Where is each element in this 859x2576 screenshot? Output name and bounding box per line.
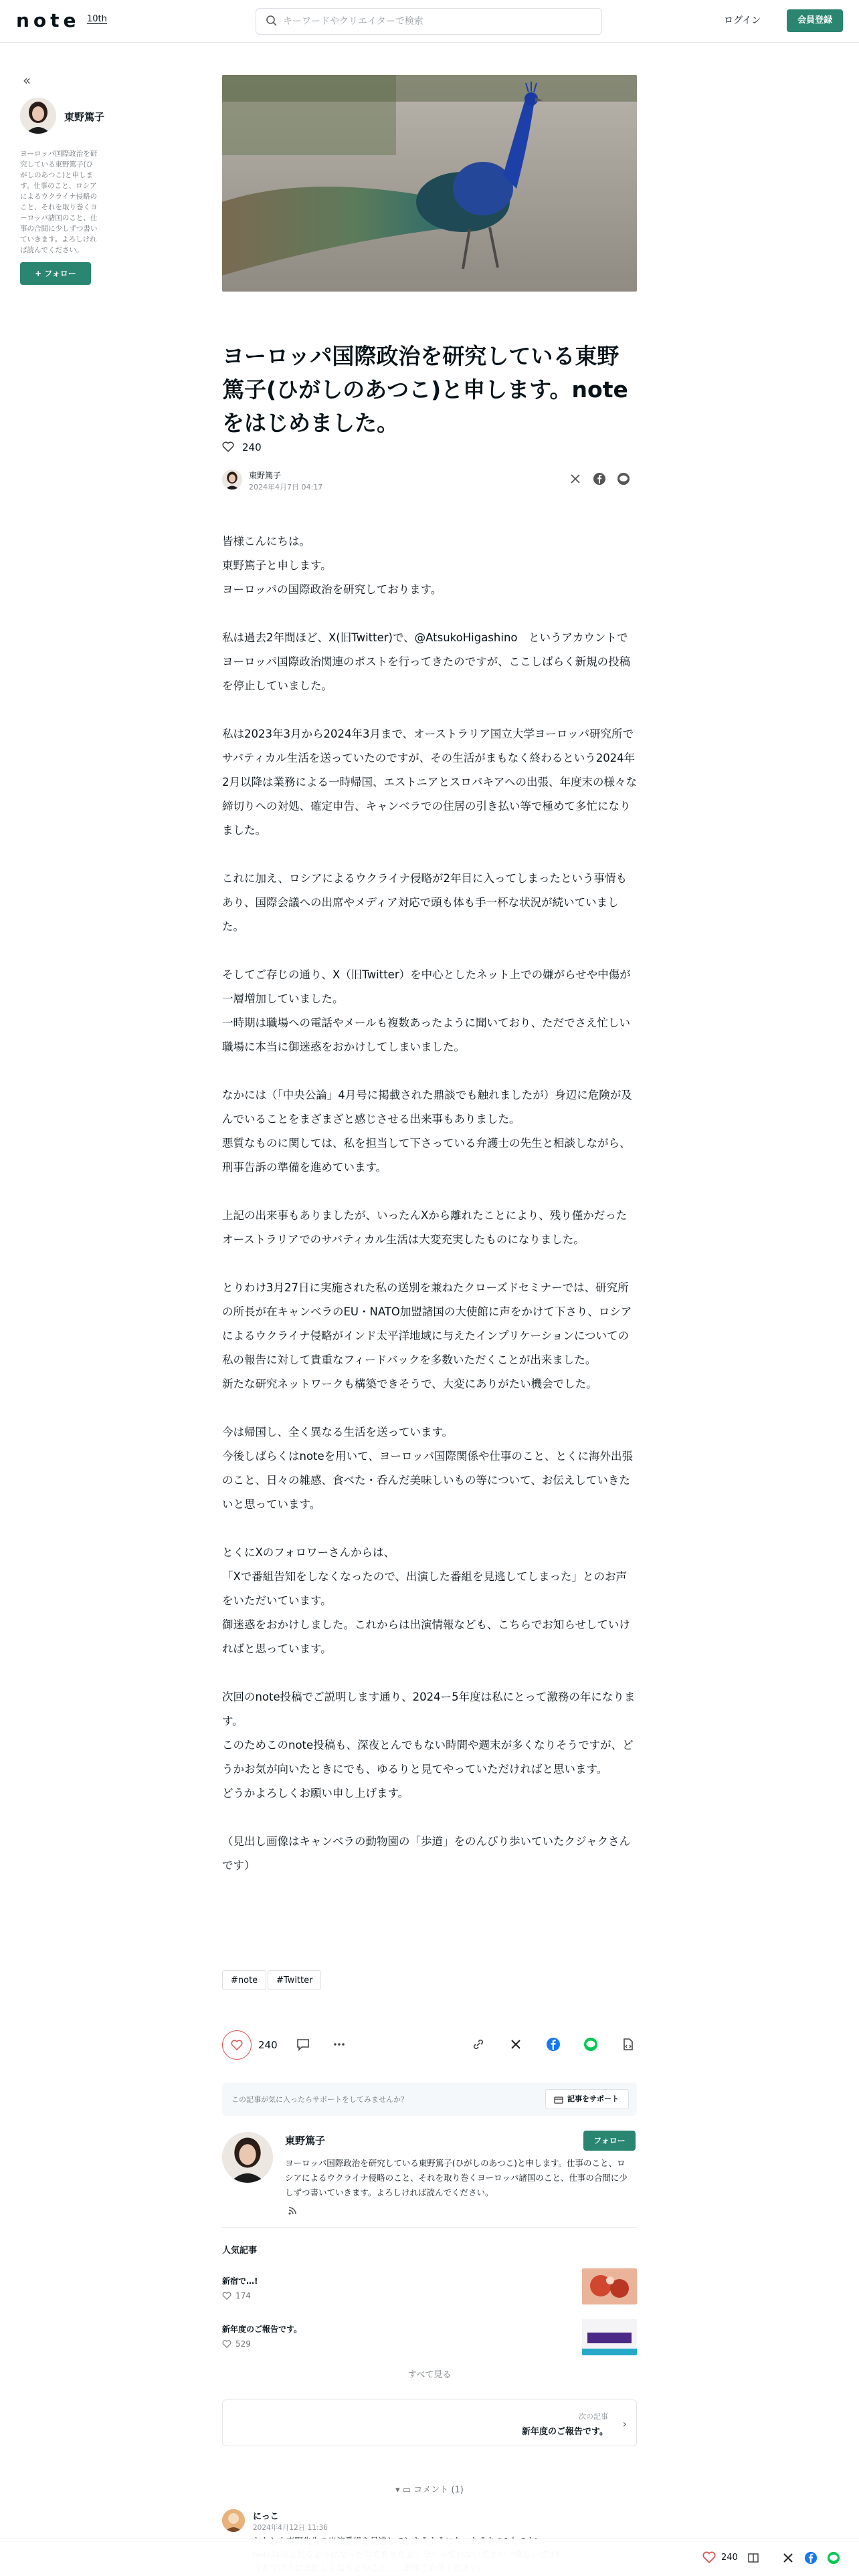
rss-icon[interactable]: [288, 2206, 297, 2218]
chevron-down-icon: ▾: [395, 2485, 400, 2495]
search-box[interactable]: [256, 8, 602, 35]
comment-date: 2024年4月12日 11:36: [253, 2524, 328, 2532]
like-count-value: 240: [242, 441, 262, 453]
article-paragraph: 私は過去2年間ほど、X(旧Twitter)で、@AtsukoHigashino というアカウントでヨーロッパ国際政治関連のポストを行ってきたのですが、ここしばらく新規の投稿を停止していました。: [222, 631, 631, 692]
avatar[interactable]: [20, 98, 56, 134]
hashtag-note[interactable]: #note: [222, 1970, 266, 1990]
next-article-link[interactable]: [222, 2399, 637, 2446]
article-title: ヨーロッパ国際政治を研究している東野篤子(ひがしのあつこ)と申します。noteをはじめました。: [222, 343, 628, 436]
divider: [222, 2227, 637, 2228]
sidebar-author-name[interactable]: 東野篤子: [64, 111, 105, 123]
article-date: 2024年4月7日 04:17: [249, 483, 323, 492]
author-card-name[interactable]: 東野篤子: [285, 2135, 326, 2147]
support-icon: [554, 2095, 563, 2105]
next-article-label: 次の記事: [579, 2412, 608, 2421]
line-share-icon[interactable]: [827, 2551, 840, 2565]
heart-icon: [231, 2040, 243, 2050]
popular-articles-heading: 人気記事: [222, 2246, 258, 2256]
hashtag-twitter[interactable]: #Twitter: [268, 1970, 321, 1990]
article-action-bar: [222, 2030, 637, 2064]
comments-toggle-label: コメント (1): [413, 2485, 464, 2495]
like-count-value: 240: [258, 2039, 278, 2051]
like-button[interactable]: [222, 2030, 252, 2060]
line-share-icon[interactable]: [583, 2037, 599, 2053]
comments-toggle[interactable]: [222, 2482, 637, 2495]
article-paragraph: （見出し画像はキャンベラの動物園の「歩道」をのんびり歩いていたクジャクさんです）: [222, 1835, 631, 1872]
x-share-icon[interactable]: [781, 2551, 795, 2565]
heart-icon[interactable]: [702, 2551, 716, 2565]
collapse-sidebar-icon[interactable]: «: [23, 72, 31, 88]
heart-icon: [222, 2292, 231, 2300]
author-card-follow-button[interactable]: フォロー: [583, 2131, 636, 2151]
x-share-icon[interactable]: [508, 2037, 524, 2053]
copy-link-icon[interactable]: [471, 2037, 487, 2053]
comment-icon: ▭: [402, 2485, 411, 2495]
next-article-title: 新年度のご報告です。: [522, 2427, 608, 2437]
article-paragraph: 私は2023年3月から2024年3月まで、オーストラリア国立大学ヨーロッパ研究所でサバティカル生活を送っていたのですが、その生活がまもなく終わるという2024年2月以降は業務による一時帰国、エストニアとスロバキアへの出張、年度末の様々な締切りへの対処、確定申告、キャンベラでの住居の引き払い等で極めて多忙になりました。: [222, 728, 638, 837]
facebook-share-icon[interactable]: [593, 472, 609, 488]
embed-icon[interactable]: [621, 2037, 637, 2053]
like-count[interactable]: [222, 441, 262, 455]
article-paragraph: とりわけ3月27日に実施された私の送別を兼ねたクローズドセミナーでは、研究所の所長が在キャンベラのEU・NATO加盟諸国の大使館に声をかけて下さり、ロシアによるウクライナ侵略がインド太平洋地域に与えたインプリケーションについての私の報告に対して貴重なフィードバックを多数いただくことが出来ました。 新たな研究ネットワークも構築できそうで、大変にありがたい機会でした。: [222, 1281, 632, 1390]
support-prompt: この記事が気に入ったらサポートをしてみませんか？: [231, 2095, 408, 2104]
popular-article-title[interactable]: 新年度のご報告です。: [222, 2325, 302, 2334]
more-options-icon[interactable]: [332, 2037, 348, 2053]
support-button-label: 記事をサポート: [567, 2095, 619, 2103]
article-paragraph: 上記の出来事もありましたが、いったんXから離れたことにより、残り僅かだったオーストラリアでのサバティカル生活は大変充実したものになりました。: [222, 1209, 628, 1246]
line-share-icon[interactable]: [617, 472, 633, 488]
anniversary-badge: 10th: [87, 14, 107, 24]
comment-icon[interactable]: [296, 2037, 312, 2053]
avatar[interactable]: [222, 469, 242, 490]
note-logo[interactable]: note: [16, 9, 80, 31]
popular-article-thumbnail[interactable]: [582, 2268, 637, 2304]
facebook-share-icon[interactable]: [804, 2551, 818, 2565]
x-share-icon[interactable]: [569, 472, 585, 488]
article-body: [222, 530, 637, 1902]
sidebar-author-bio: ヨーロッパ国際政治を研究している東野篤子(ひがしのあつこ)と申します。仕事のこと、ロシアによるウクライナ侵略のこと、それを取り巻くヨーロッパ諸国のこと、仕事の合間に少しずつ書いていきます。よろしければ読んでください。: [20, 150, 98, 254]
see-all-link[interactable]: すべて見る: [407, 2370, 452, 2380]
article-paragraph: 次回のnote投稿でご説明します通り、2024ー5年度は私にとって激務の年になります。 このためこのnote投稿も、深夜とんでもない時間や週末が多くなりそうですが、どうかお気が向いたときにでも、ゆるりと見てやっていただければと思います。 どうかよろしくお願い申し上げます。: [222, 1691, 636, 1800]
login-link[interactable]: ログイン: [724, 15, 761, 26]
popular-article-likes: [222, 2291, 251, 2300]
heart-icon: [222, 441, 234, 455]
article-paragraph: そしてご存じの通り、X（旧Twitter）を中心としたネット上での嫌がらせや中傷が一層増加していました。 一時期は職場への電話やメールも複数あったように聞いており、ただでさえ忙しい職場に本当に御迷惑をおかけしてしまいました。: [222, 968, 631, 1053]
sidebar-follow-button[interactable]: + フォロー: [20, 262, 91, 285]
sticky-share-bar: [0, 2539, 859, 2576]
like-count-value: 529: [235, 2339, 251, 2349]
magazine-icon[interactable]: [747, 2551, 760, 2565]
comment-author[interactable]: にっこ: [253, 2512, 279, 2522]
heart-icon: [222, 2340, 231, 2348]
support-banner: [222, 2082, 637, 2116]
chevron-right-icon: ›: [622, 2418, 627, 2430]
article-paragraph: 今は帰国し、全く異なる生活を送っています。 今後しばらくはnoteを用いて、ヨーロッパ国際関係や仕事のこと、とくに海外出張のこと、日々の雑感、食べた・呑んだ美味しいもの等について、お伝えしていきたいと思っています。: [222, 1426, 634, 1511]
avatar[interactable]: [222, 2132, 273, 2183]
like-count-value: 174: [235, 2291, 251, 2300]
header-image: [222, 75, 637, 292]
facebook-share-icon[interactable]: [546, 2037, 562, 2053]
popular-article-likes: [222, 2339, 251, 2349]
article-paragraph: これに加え、ロシアによるウクライナ侵略が2年目に入ってしまったという事情もあり、国際会議への出席やメディア対応で頭も体も手一杯な状況が続いていました。: [222, 872, 627, 933]
like-count-value: 240: [721, 2553, 738, 2563]
article-paragraph: 皆様こんにちは。 東野篤子と申します。 ヨーロッパの国際政治を研究しております。: [222, 535, 442, 596]
author-card-bio: ヨーロッパ国際政治を研究している東野篤子(ひがしのあつこ)と申します。仕事のこと、ロシアによるウクライナ侵略のこと、それを取り巻くヨーロッパ諸国のこと、仕事の合間に少しずつ書いていきます。よろしければ読んでください。: [285, 2158, 628, 2197]
signup-button[interactable]: 会員登録: [787, 9, 843, 32]
site-header: [0, 0, 859, 43]
search-icon: [266, 15, 278, 29]
avatar[interactable]: [222, 2509, 245, 2532]
article-author-name[interactable]: 東野篤子: [249, 471, 282, 480]
popular-article-title[interactable]: 新宿で…!: [222, 2276, 258, 2286]
search-input[interactable]: [283, 9, 591, 34]
article-paragraph: なかには（「中央公論」4月号に掲載された鼎談でも触れましたが）身辺に危険が及んでいることをまざまざと感じさせる出来事もありました。 悪質なものに関しては、私を担当して下さっている弁護士の先生と相談しながら、刑事告訴の準備を進めています。: [222, 1089, 632, 1174]
article-paragraph: とくにXのフォロワーさんからは、 「Xで番組告知をしなくなったので、出演した番組を見逃してしまった」とのお声をいただいています。 御迷惑をおかけしました。これからは出演情報なども、こちらでお知らせしていければと思っています。: [222, 1546, 630, 1655]
popular-article-thumbnail[interactable]: [582, 2319, 637, 2355]
support-button[interactable]: [545, 2089, 629, 2109]
